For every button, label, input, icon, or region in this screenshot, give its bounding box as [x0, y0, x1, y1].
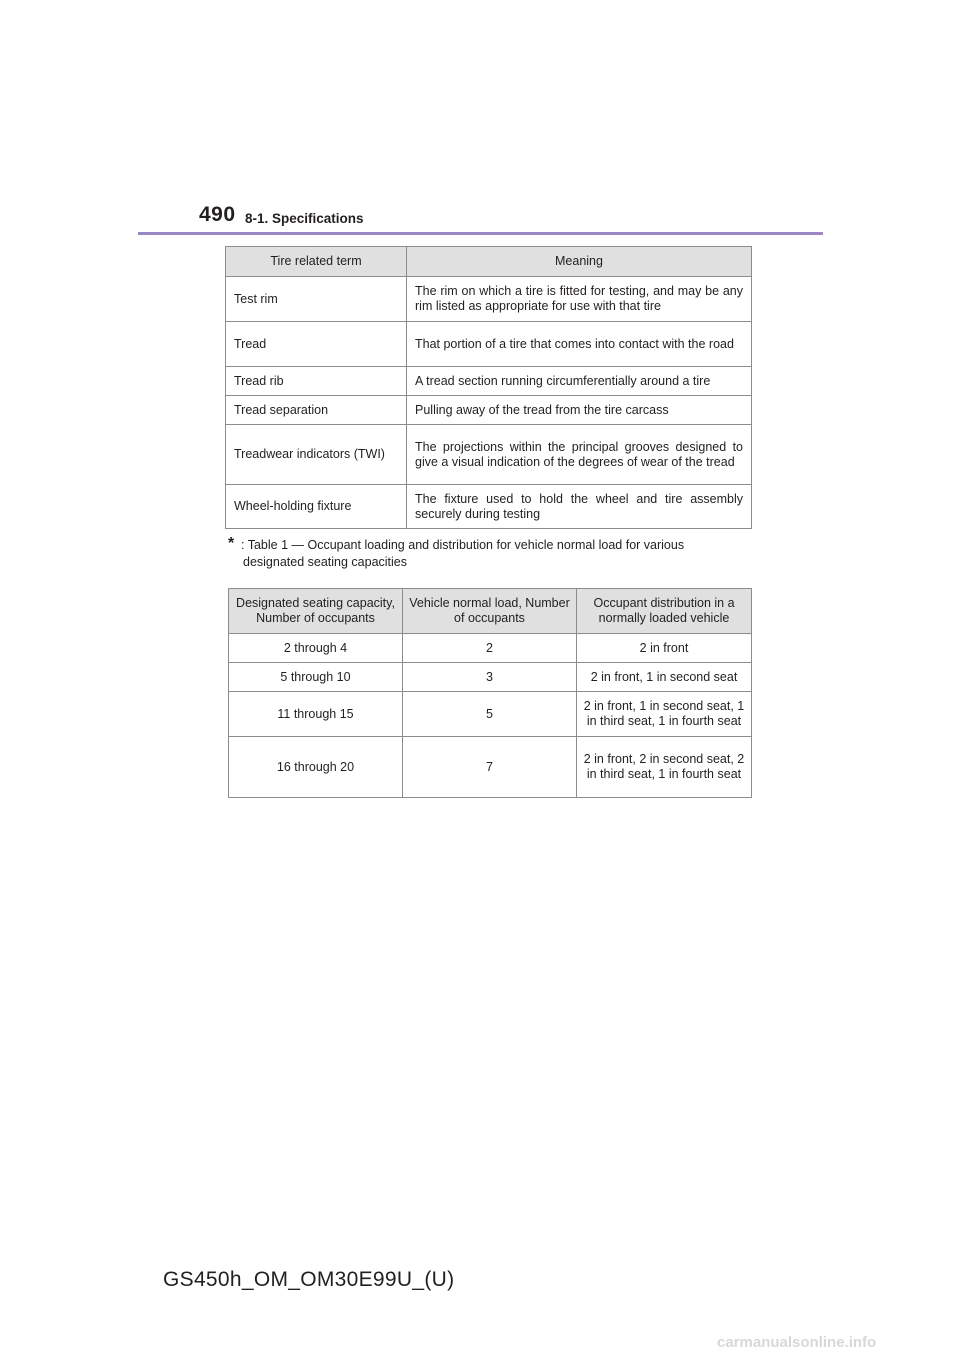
column-header-load: Vehicle normal load, Number of occupants — [403, 589, 577, 634]
table-row — [226, 277, 752, 322]
load-cell: 3 — [403, 663, 577, 692]
column-header-term: Tire related term — [226, 247, 407, 277]
footnote-marker: * — [228, 535, 235, 552]
capacity-cell: 5 through 10 — [229, 663, 403, 692]
meaning-cell: Pulling away of the tread from the tire carcass — [407, 396, 752, 425]
page-header — [0, 0, 960, 240]
footnote — [228, 537, 748, 571]
meaning-cell: The fixture used to hold the wheel and tire assembly securely during testing — [407, 485, 752, 529]
term-cell: Tread — [226, 322, 407, 367]
footnote-text: : Table 1 — Occupant loading and distribution for vehicle normal load for various designated seating capacities — [241, 538, 685, 569]
term-cell: Wheel-holding fixture — [226, 485, 407, 529]
meaning-cell: The projections within the principal grooves designed to give a visual indication of the degrees of wear of the tread — [407, 425, 752, 485]
page-number: 490 — [199, 203, 236, 226]
table-row — [229, 737, 752, 798]
term-cell: Tread rib — [226, 367, 407, 396]
table-header-row — [226, 247, 752, 277]
load-cell: 2 — [403, 634, 577, 663]
table-row — [226, 485, 752, 529]
capacity-cell: 11 through 15 — [229, 692, 403, 737]
meaning-cell: That portion of a tire that comes into contact with the road — [407, 322, 752, 367]
table-row — [229, 692, 752, 737]
table-row — [226, 367, 752, 396]
load-cell: 7 — [403, 737, 577, 798]
distribution-cell: 2 in front, 1 in second seat, 1 in third seat, 1 in fourth seat — [577, 692, 752, 737]
meaning-cell: A tread section running circumferentially around a tire — [407, 367, 752, 396]
term-cell: Test rim — [226, 277, 407, 322]
distribution-cell: 2 in front, 1 in second seat — [577, 663, 752, 692]
table-header-row — [229, 589, 752, 634]
document-code: GS450h_OM_OM30E99U_(U) — [163, 1268, 455, 1291]
seating-capacity-table — [228, 588, 752, 798]
table-row — [226, 322, 752, 367]
load-cell: 5 — [403, 692, 577, 737]
column-header-distribution: Occupant distribution in a normally loaded vehicle — [577, 589, 752, 634]
table-row — [229, 663, 752, 692]
section-title: 8-1. Specifications — [245, 211, 364, 226]
distribution-cell: 2 in front, 2 in second seat, 2 in third seat, 1 in fourth seat — [577, 737, 752, 798]
column-header-capacity: Designated seating capacity, Number of occupants — [229, 589, 403, 634]
table-row — [226, 396, 752, 425]
capacity-cell: 2 through 4 — [229, 634, 403, 663]
tire-terms-table — [225, 246, 752, 529]
distribution-cell: 2 in front — [577, 634, 752, 663]
table-row — [229, 634, 752, 663]
meaning-cell: The rim on which a tire is fitted for testing, and may be any rim listed as appropriate for use with that tire — [407, 277, 752, 322]
term-cell: Tread separation — [226, 396, 407, 425]
column-header-meaning: Meaning — [407, 247, 752, 277]
capacity-cell: 16 through 20 — [229, 737, 403, 798]
table-row — [226, 425, 752, 485]
watermark: carmanualsonline.info — [717, 1334, 877, 1351]
header-divider — [138, 232, 823, 235]
term-cell: Treadwear indicators (TWI) — [226, 425, 407, 485]
